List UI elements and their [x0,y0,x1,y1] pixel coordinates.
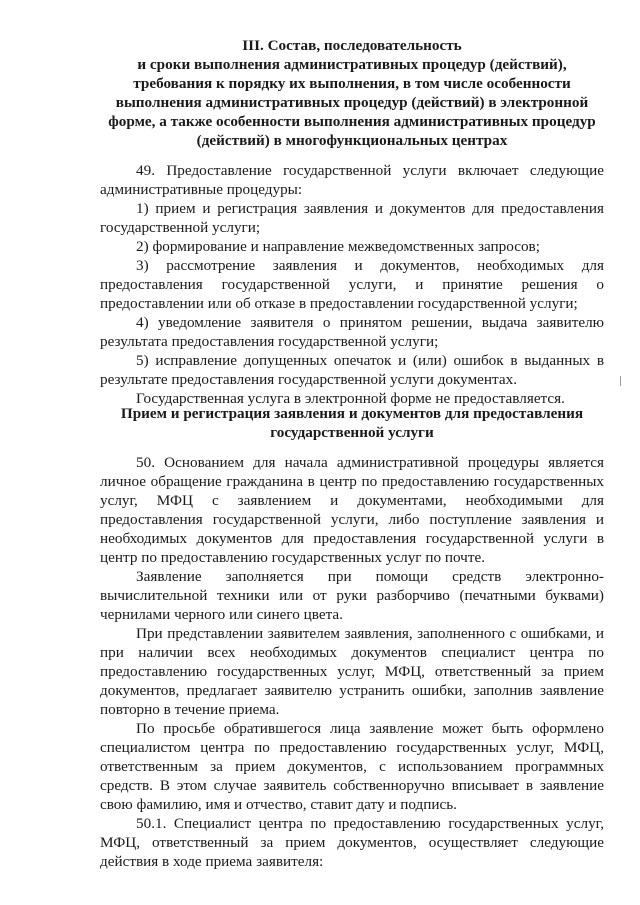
paragraph: 50. Основанием для начала административной процедуры является личное обращение гражданина в центр по предоставлению государственных услуг, МФЦ с заявлением и документами, необходимыми для предоставления государственной услуги, либо поступление заявления и необходимых документов для предоставления государственной услуги в центр по предоставлению государственных услуг по почте. [100,454,604,566]
list-item: 1) прием и регистрация заявления и документов для предоставления государственной услуги; [100,200,604,236]
paragraph: Заявление заполняется при помощи средств электронно-вычислительной техники или от руки разборчиво (печатными буквами) чернилами черного или синего цвета. [100,568,604,623]
list-item: 5) исправление допущенных опечаток и (или) ошибок в выданных в результате предоставления государственной услуги документах. [100,352,604,388]
heading-line: и сроки выполнения административных процедур (действий), [137,56,567,73]
procedure-description [100,453,604,871]
subsection-title [100,404,604,442]
paragraph: При представлении заявителем заявления, заполненного с ошибками, и при наличии всех необходимых документов специалист центра по предоставлению государственных услуг, МФЦ, ответственный за прием документов, предлагает заявителю устранить ошибки, заполнив заявление повторно в течение приема. [100,625,604,718]
scan-edge-mark [620,376,621,386]
heading-line: государственной услуги [270,424,434,441]
section-title [100,36,604,150]
heading-line: требования к порядку их выполнения, в том числе особенности [133,75,571,92]
paragraph: По просьбе обратившегося лица заявление может быть оформлено специалистом центра по предоставлению государственных услуг, МФЦ, ответственным за прием документов, с использованием программных средств. В этом случае заявитель собственноручно вписывает в заявление свою фамилию, имя и отчество, ставит дату и подпись. [100,720,604,813]
paragraph: Государственная услуга в электронной форме не предоставляется. [136,390,565,407]
procedures-list [100,161,604,408]
heading-line: (действий) в многофункциональных центрах [196,132,508,149]
list-item: 3) рассмотрение заявления и документов, необходимых для предоставления государственной услуги, и принятие решения о предоставлении или об отказе в предоставлении государственной услуги; [100,257,604,312]
list-item: 4) уведомление заявителя о принятом решении, выдача заявителю результата предоставления государственной услуги; [100,314,604,350]
heading-line: III. Состав, последовательность [242,37,462,54]
section-heading [100,36,604,150]
heading-line: форме, а также особенности выполнения административных процедур [108,113,596,130]
heading-line: Прием и регистрация заявления и документов для предоставления [120,405,584,422]
heading-line: выполнения административных процедур (действий) в электронной [115,94,589,111]
subsection-heading [100,404,604,442]
paragraph: 50.1. Специалист центра по предоставлению государственных услуг, МФЦ, ответственный за прием документов, осуществляет следующие действия в ходе приема заявителя: [100,815,604,870]
list-item: 2) формирование и направление межведомственных запросов; [136,238,540,255]
paragraph: 49. Предоставление государственной услуги включает следующие административные процедуры: [100,162,604,198]
